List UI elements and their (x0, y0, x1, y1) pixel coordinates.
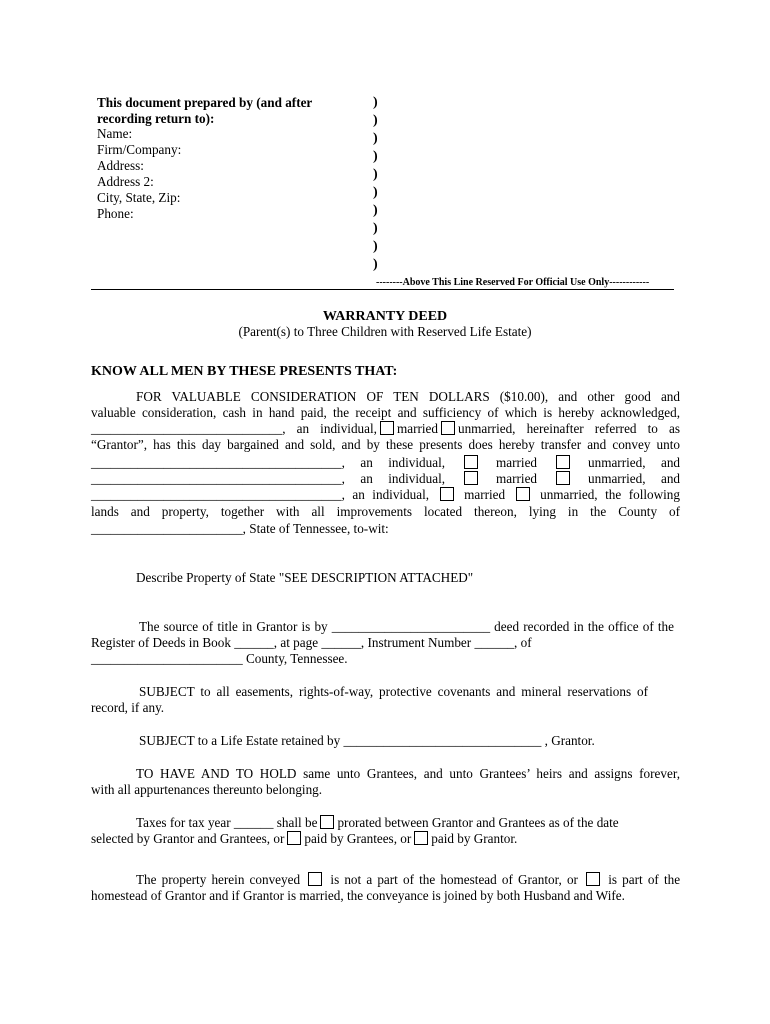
source-title-line-2: Register of Deeds in Book ______, at page ______, Instrument Number ______, of (91, 635, 532, 650)
unmarried-and-text: unmarried, and (588, 471, 681, 486)
selected-by-text: selected by Grantor and Grantees, or (91, 831, 285, 846)
grantee-2-name-blank[interactable]: ______________________________________ (91, 471, 342, 486)
married-label: married (396, 421, 438, 436)
homestead-line-1 (136, 872, 680, 888)
habendum-line-1: TO HAVE AND TO HOLD same unto Grantees, and unto Grantees’ heirs and assigns forever, (136, 766, 680, 781)
grantor-suffix-text: , Grantor. (544, 733, 595, 748)
not-homestead-checkbox[interactable] (308, 872, 322, 886)
document-subtitle: (Parent(s) to Three Children with Reserved Life Estate) (238, 324, 532, 339)
state-to-wit-text: , State of Tennessee, to-wit: (242, 521, 389, 536)
recording-divider (91, 289, 674, 290)
document-title: WARRANTY DEED (322, 309, 448, 324)
consideration-line-3 (91, 421, 680, 437)
paren: ) (373, 95, 378, 110)
paren: ) (373, 149, 378, 164)
address2-field-label: Address 2: (97, 174, 154, 189)
grantee-1-married-checkbox[interactable] (464, 455, 478, 469)
life-estate-holder-blank[interactable]: ______________________________ (343, 733, 542, 748)
not-homestead-text: is not a part of the homestead of Grantor, or (330, 872, 578, 887)
is-homestead-checkbox[interactable] (586, 872, 600, 886)
life-estate-text: SUBJECT to a Life Estate retained by (139, 733, 341, 748)
source-title-line-1 (139, 619, 674, 635)
describe-property-text: Describe Property of State "SEE DESCRIPTION ATTACHED" (136, 570, 474, 585)
unmarried-following-text: unmarried, the following (540, 487, 680, 502)
paid-by-grantees-text: paid by Grantees, or (304, 831, 412, 846)
grantee-3-unmarried-checkbox[interactable] (516, 487, 530, 501)
county-tennessee-text: County, Tennessee. (245, 651, 348, 666)
an-individual-text: , an individual, (341, 487, 430, 502)
paid-by-grantor-text: paid by Grantor. (431, 831, 518, 846)
consideration-line-9 (91, 521, 680, 537)
prorated-text: prorated between Grantor and Grantees as of the date (337, 815, 619, 830)
grantee-3-married-checkbox[interactable] (440, 487, 454, 501)
consideration-line-2: valuable consideration, cash in hand paid, the receipt and sufficiency of which is hereby acknowledged, (91, 405, 680, 420)
grantee-line-1 (91, 455, 680, 471)
grantee-line-2 (91, 471, 680, 487)
married-label: married (464, 487, 506, 502)
an-individual-text: , an individual, (282, 421, 377, 436)
grantee-2-married-checkbox[interactable] (464, 471, 478, 485)
name-field-label: Name: (97, 126, 133, 141)
grantee-line-3 (91, 487, 680, 503)
taxes-line-1 (136, 815, 725, 831)
consideration-line-8: lands and property, together with all improvements located thereon, lying in the County of (91, 504, 680, 519)
life-estate-line (139, 733, 728, 749)
source-county-blank[interactable]: _______________________ (91, 651, 243, 666)
grantor-married-checkbox[interactable] (380, 421, 394, 435)
subject-easements-line-2: record, if any. (91, 700, 165, 715)
an-individual-text: , an individual, (341, 455, 446, 470)
grantor-name-blank[interactable]: _____________________________ (91, 421, 283, 436)
grantee-1-name-blank[interactable]: ______________________________________ (91, 455, 342, 470)
paren: ) (373, 257, 378, 272)
deed-type-blank[interactable]: ________________________ (331, 619, 491, 634)
city-state-zip-field-label: City, State, Zip: (97, 190, 181, 205)
paren: ) (373, 185, 378, 200)
paren: ) (373, 221, 378, 236)
consideration-line-1: FOR VALUABLE CONSIDERATION OF TEN DOLLARS ($10.00), and other good and (136, 389, 680, 404)
married-label: married (496, 471, 538, 486)
consideration-line-4: “Grantor”, has this day bargained and sold, and by these presents does hereby transfer and convey unto (91, 437, 680, 452)
taxes-prorated-checkbox[interactable] (320, 815, 334, 829)
taxes-paid-by-grantor-checkbox[interactable] (414, 831, 428, 845)
paren: ) (373, 131, 378, 146)
firm-field-label: Firm/Company: (97, 142, 182, 157)
grantee-2-unmarried-checkbox[interactable] (556, 471, 570, 485)
paren: ) (373, 239, 378, 254)
is-part-text: is part of the (608, 872, 681, 887)
know-all-heading: KNOW ALL MEN BY THESE PRESENTS THAT: (91, 364, 398, 379)
taxes-paid-by-grantees-checkbox[interactable] (287, 831, 301, 845)
taxes-year-text: Taxes for tax year ______ shall be (136, 815, 318, 830)
source-title-text: The source of title in Grantor is by (139, 619, 328, 634)
taxes-line-2 (91, 831, 680, 847)
paren: ) (373, 167, 378, 182)
grantee-1-unmarried-checkbox[interactable] (556, 455, 570, 469)
phone-field-label: Phone: (97, 206, 134, 221)
married-label: married (496, 455, 538, 470)
reserved-line-text: --------Above This Line Reserved For Official Use Only------------ (376, 277, 650, 288)
unmarried-and-text: unmarried, and (588, 455, 681, 470)
paren: ) (373, 203, 378, 218)
an-individual-text: , an individual, (341, 471, 446, 486)
subject-easements-line-1: SUBJECT to all easements, rights-of-way, protective covenants and mineral reservations of (139, 684, 648, 699)
grantee-3-name-blank[interactable]: ______________________________________ (91, 487, 342, 502)
address-field-label: Address: (97, 158, 144, 173)
deed-recorded-text: deed recorded in the office of the (494, 619, 674, 634)
property-conveyed-text: The property herein conveyed (136, 872, 301, 887)
grantor-unmarried-checkbox[interactable] (441, 421, 455, 435)
homestead-line-2: homestead of Grantor and if Grantor is married, the conveyance is joined by both Husband and Wife. (91, 888, 625, 903)
paren: ) (373, 113, 378, 128)
county-blank[interactable]: _______________________ (91, 521, 243, 536)
prepared-by-heading: This document prepared by (and after recording return to): (97, 95, 313, 126)
unmarried-ref-text: unmarried, hereinafter referred to as (457, 421, 680, 436)
source-title-line-3 (91, 651, 680, 667)
habendum-line-2: with all appurtenances thereunto belonging. (91, 782, 323, 797)
